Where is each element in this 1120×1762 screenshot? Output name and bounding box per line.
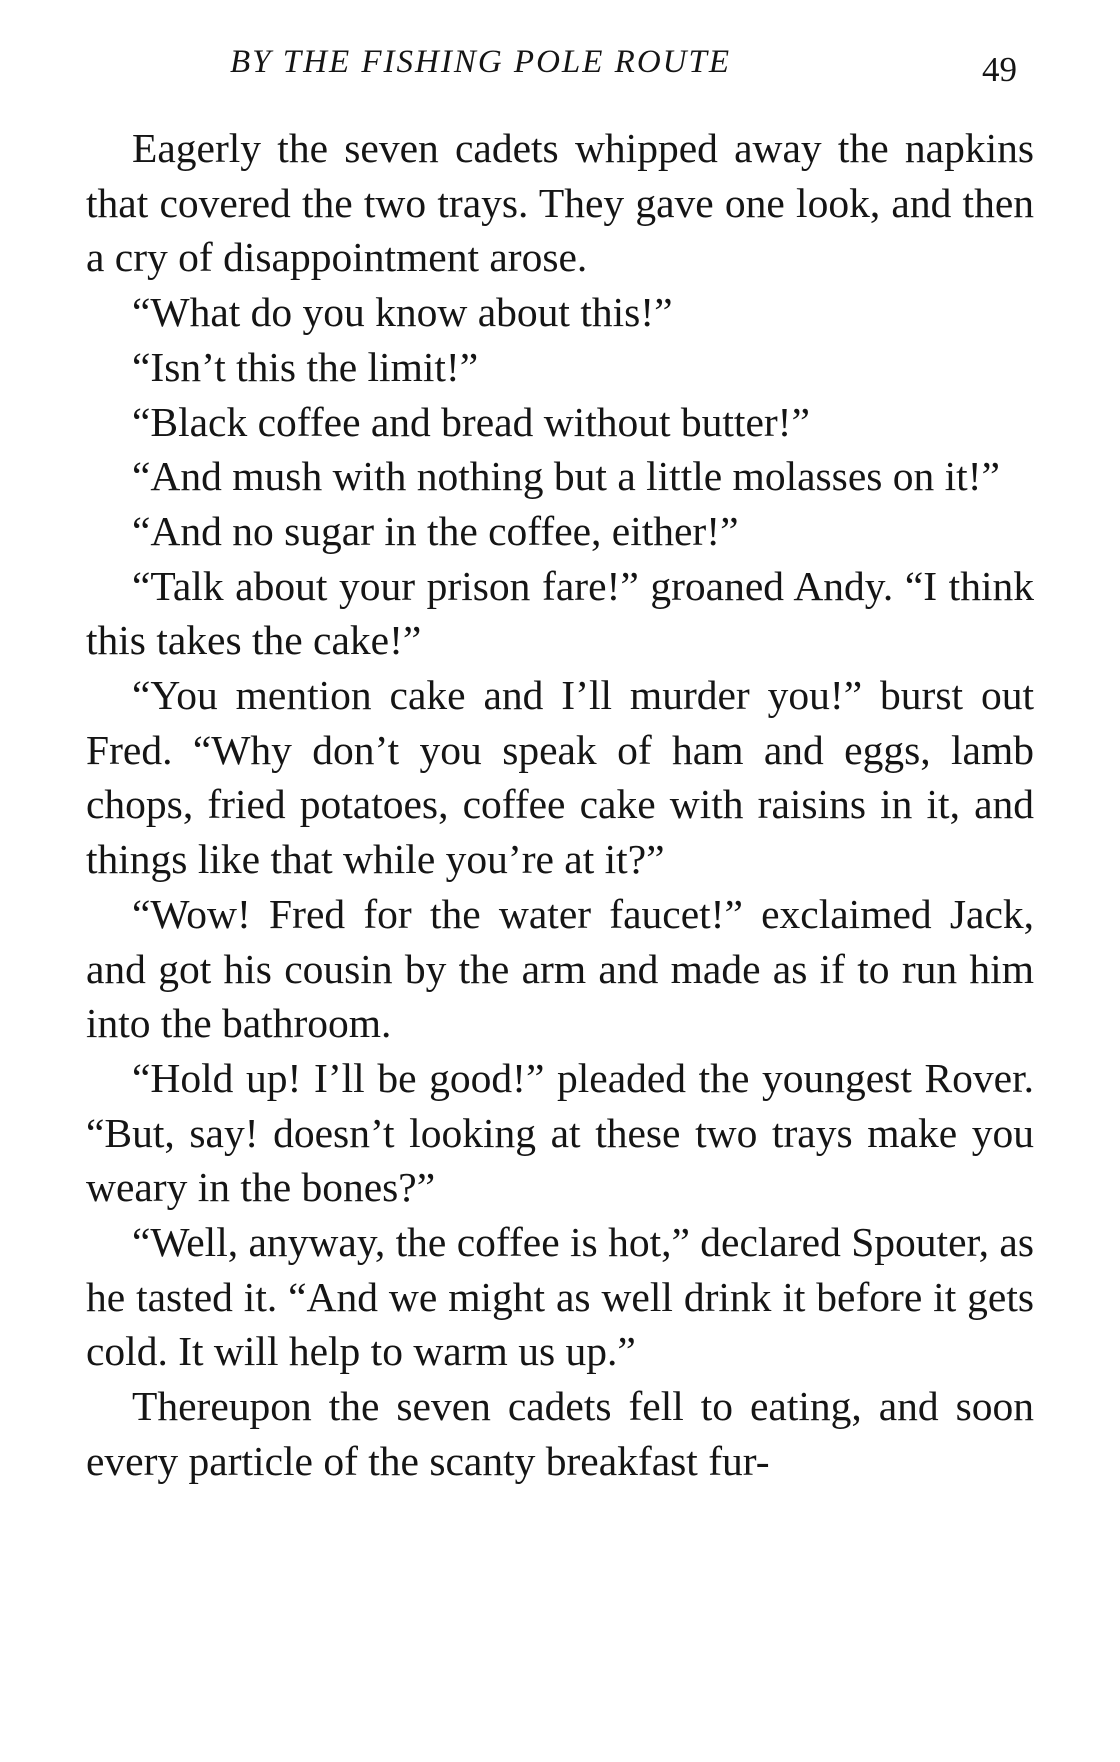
paragraph: “Hold up! I’ll be good!” pleaded the youngest Rover. “But, say! doesn’t looking at these two trays make you weary in the bones?” bbox=[86, 1054, 1034, 1211]
running-head: BY THE FISHING POLE ROUTE bbox=[230, 44, 731, 80]
paragraph: “Isn’t this the limit!” bbox=[132, 343, 479, 390]
paragraph: “And no sugar in the coffee, either!” bbox=[132, 507, 739, 554]
paragraph: “Talk about your prison fare!” groaned Andy. “I think this takes the cake!” bbox=[86, 562, 1034, 664]
paragraph: “You mention cake and I’ll murder you!” burst out Fred. “Why don’t you speak of ham and eggs, lamb chops, fried potatoes, coffee cake with raisins in it, and things like that while you’re at it?” bbox=[86, 672, 1034, 883]
paragraph: “Well, anyway, the coffee is hot,” declared Spouter, as he tasted it. “And we might as well drink it before it gets cold. It will help to warm us up.” bbox=[86, 1219, 1034, 1375]
paragraph: “And mush with nothing but a little molasses on it!” bbox=[132, 453, 1000, 500]
paragraph: “Black coffee and bread without butter!” bbox=[132, 398, 810, 445]
paragraph: Eagerly the seven cadets whipped away the napkins that covered the two trays. They gave one look, and then a cry of disappointment arose. bbox=[86, 125, 1034, 281]
page-number: 49 bbox=[982, 50, 1017, 89]
paragraph: Thereupon the seven cadets fell to eating, and soon every particle of the scanty breakfast fur- bbox=[86, 1383, 1034, 1484]
body-text bbox=[86, 121, 1034, 1489]
paragraph: “Wow! Fred for the water faucet!” exclaimed Jack, and got his cousin by the arm and made as if to run him into the bathroom. bbox=[86, 890, 1034, 1047]
paragraph: “What do you know about this!” bbox=[132, 289, 673, 336]
